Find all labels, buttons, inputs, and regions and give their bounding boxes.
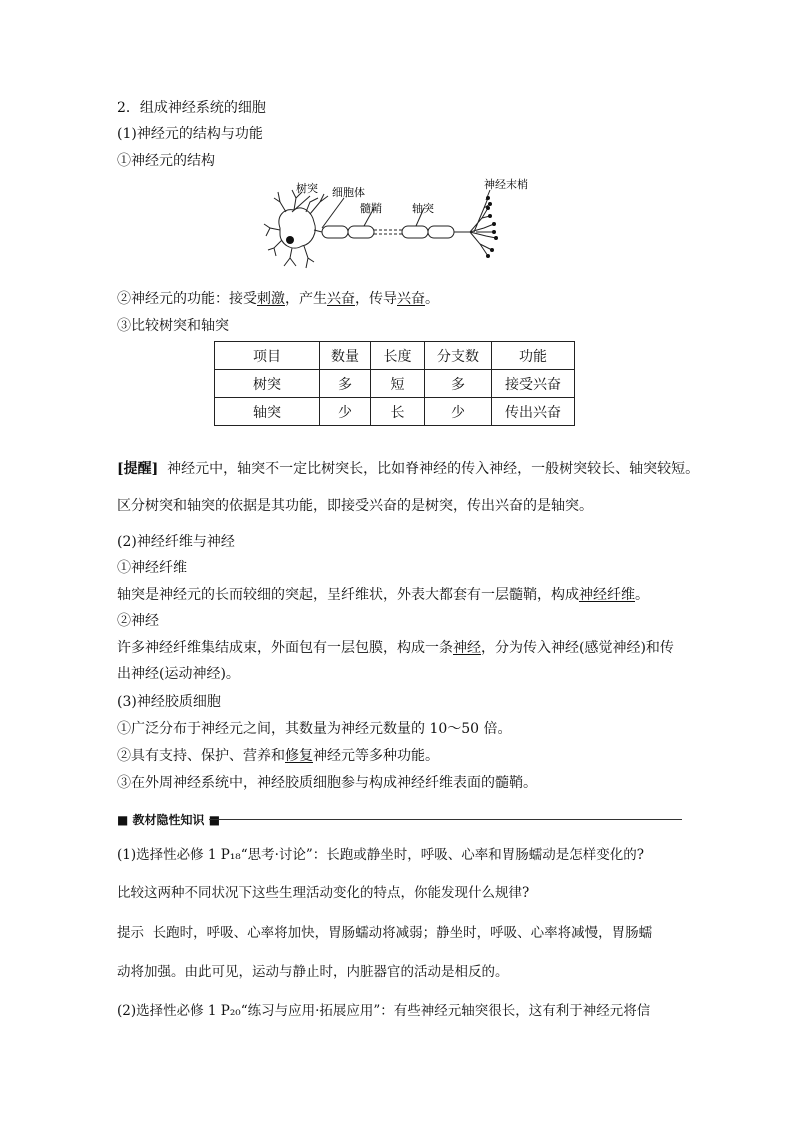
myelin-segment: [402, 226, 428, 238]
section-heading: 2．组成神经系统的细胞: [117, 100, 266, 116]
tip-line-1: [提醒] 神经元中，轴突不一定比树突长，比如脊神经的传入神经，一般树突较长、轴突较短。: [117, 461, 700, 477]
subheading-glia: (3)神经胶质细胞: [117, 694, 221, 710]
item-neuron-structure: ①神经元的结构: [117, 153, 215, 169]
item-nerve-title: ②神经: [117, 613, 159, 629]
nucleus: [286, 236, 294, 244]
table-row: [215, 398, 575, 426]
section-divider: [117, 811, 682, 827]
comparison-table: [214, 341, 575, 426]
table-header: 项目: [215, 342, 320, 370]
glia-point-1: ①广泛分布于神经元之间，其数量为神经元数量的 10～50 倍。: [117, 721, 512, 737]
item-compare: ③比较树突和轴突: [117, 318, 229, 334]
table-cell: 长: [371, 398, 425, 426]
question-1-line-1: (1)选择性必修 1 P₁₈“思考·讨论”：长跑或静坐时，呼吸、心率和胃肠蠕动是怎样变化的?: [117, 847, 645, 863]
neuron-diagram: [262, 178, 542, 280]
glia-point-3: ③在外周神经系统中，神经胶质细胞参与构成神经纤维表面的髓鞘。: [117, 775, 537, 791]
subheading-neuron-structure-function: (1)神经元的结构与功能: [117, 126, 263, 142]
table-header-row: [215, 342, 575, 370]
table-cell: 树突: [215, 370, 320, 398]
answer-1-line-2: 动将加强。由此可见，运动与静止时，内脏器官的活动是相反的。: [117, 964, 509, 980]
glia-point-2: ②具有支持、保护、营养和修复神经元等多种功能。: [117, 748, 439, 764]
section-title: ■ 教材隐性知识 ■: [117, 813, 221, 827]
item-fiber-title: ①神经纤维: [117, 560, 187, 576]
table-cell: 少: [320, 398, 371, 426]
table-header: 功能: [492, 342, 575, 370]
table-cell: 短: [371, 370, 425, 398]
nerve-text-1: 许多神经纤维集结成束，外面包有一层包膜，构成一条神经，分为传入神经(感觉神经)和传: [117, 640, 674, 656]
subheading-fiber-nerve: (2)神经纤维与神经: [117, 534, 235, 550]
table-cell: 多: [320, 370, 371, 398]
table-cell: 接受兴奋: [492, 370, 575, 398]
label-soma: 细胞体: [332, 186, 365, 199]
tip-line-2: 区分树突和轴突的依据是其功能，即接受兴奋的是树突，传出兴奋的是轴突。: [117, 498, 593, 514]
table-cell: 轴突: [215, 398, 320, 426]
fiber-text: 轴突是神经元的长而较细的突起，呈纤维状，外表大都套有一层髓鞘，构成神经纤维。: [117, 587, 649, 603]
answer-1-line-1: 提示 长跑时，呼吸、心率将加快，胃肠蠕动将减弱；静坐时，呼吸、心率将减慢，胃肠蠕: [117, 925, 653, 941]
nerve-text-2: 出神经(运动神经)。: [117, 666, 240, 682]
table-row: [215, 370, 575, 398]
myelin-segment: [428, 226, 454, 238]
label-axon: 轴突: [412, 202, 434, 215]
question-2-line-1: (2)选择性必修 1 P₂₀“练习与应用·拓展应用”：有些神经元轴突很长，这有利于神经元将信: [117, 1003, 651, 1019]
table-header: 数量: [320, 342, 371, 370]
myelin-segment: [322, 226, 348, 238]
item-neuron-function: ②神经元的功能：接受刺激，产生兴奋，传导兴奋。: [117, 291, 439, 307]
label-dendrite: 树突: [296, 182, 318, 195]
answer-tag: 提示: [117, 925, 144, 941]
table-header: 长度: [371, 342, 425, 370]
soma-shape: [279, 208, 315, 248]
table-header: 分支数: [425, 342, 492, 370]
question-1-line-2: 比较这两种不同状况下这些生理活动变化的特点，你能发现什么规律?: [117, 885, 530, 901]
divider-line: [209, 819, 682, 820]
table-cell: 少: [425, 398, 492, 426]
label-myelin: 髓鞘: [360, 202, 382, 215]
table-cell: 多: [425, 370, 492, 398]
tip-tag: [提醒]: [117, 461, 159, 477]
table-cell: 传出兴奋: [492, 398, 575, 426]
myelin-segment: [348, 226, 374, 238]
label-nerve-terminal: 神经末梢: [484, 178, 528, 191]
